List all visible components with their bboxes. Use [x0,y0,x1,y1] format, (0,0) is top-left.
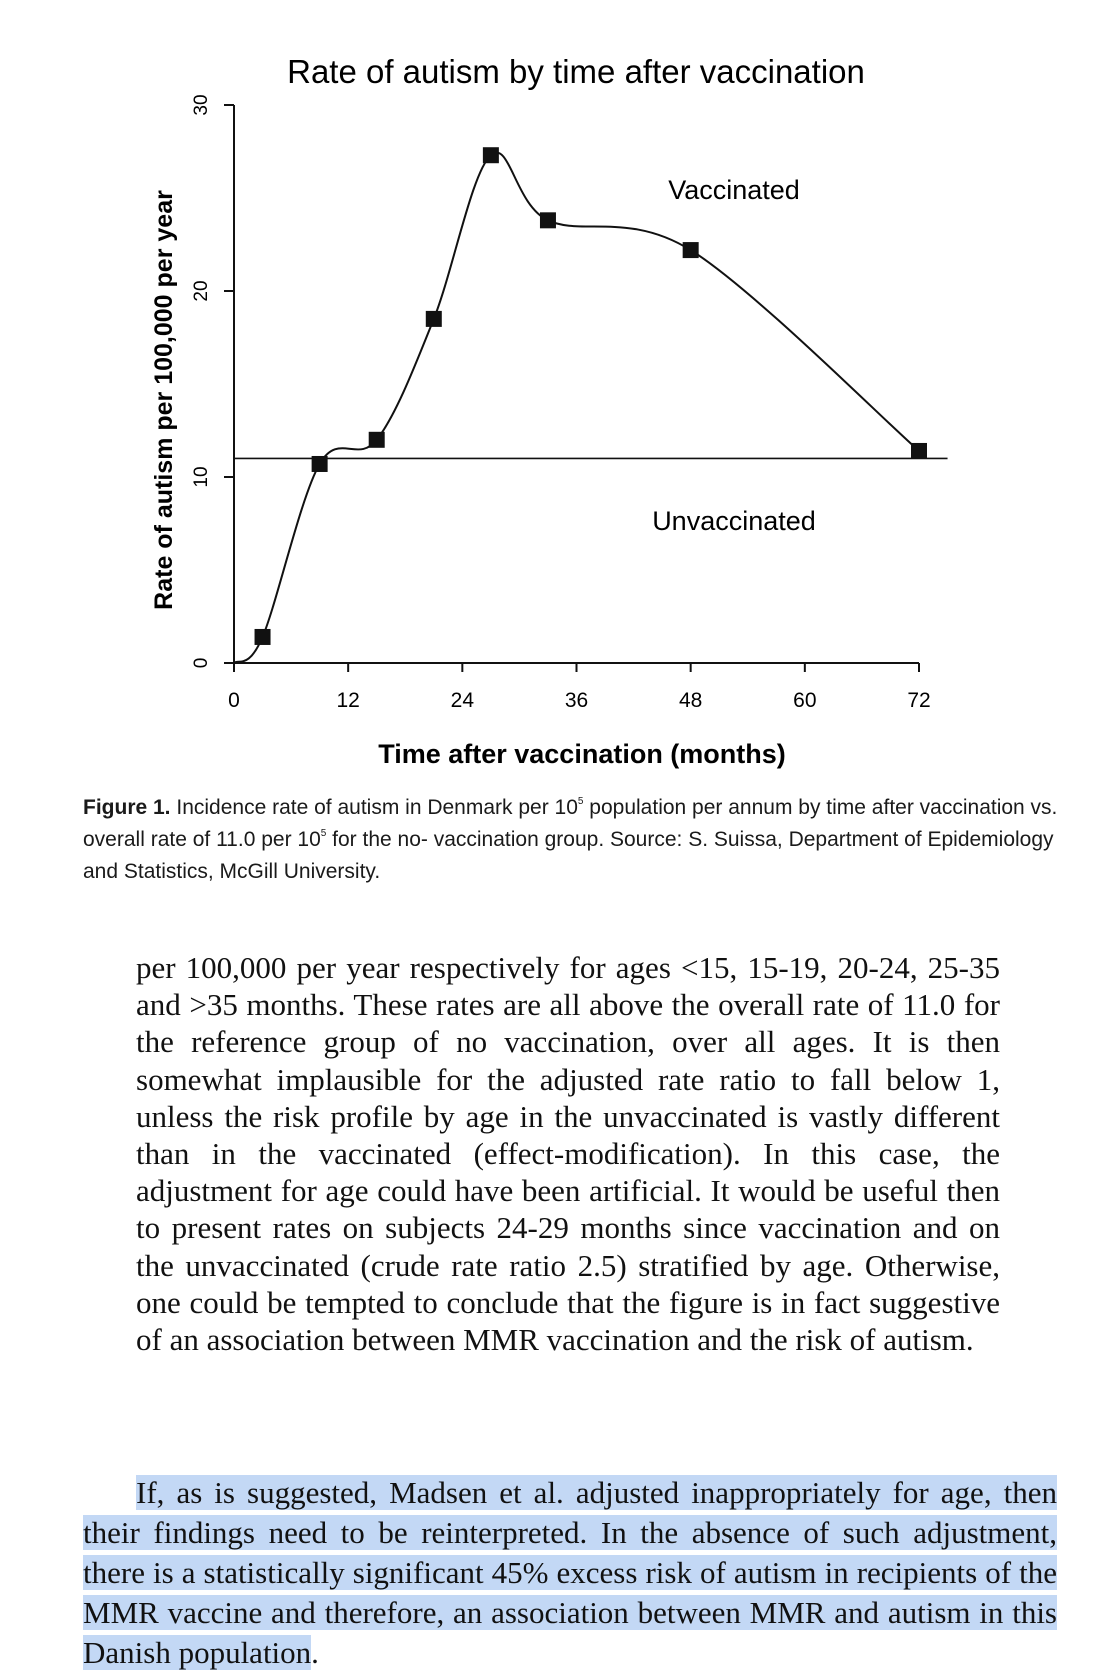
caption-label: Figure 1. [83,796,171,819]
paragraph-2-end: . [311,1635,319,1670]
x-tick-label: 36 [564,689,589,712]
chart-axes [234,105,919,663]
x-tick-label: 24 [450,689,475,712]
x-tick-label: 12 [336,689,360,712]
y-axis-label: Rate of autism per 100,000 per year [150,190,178,610]
y-tick-label: 20 [191,280,212,302]
series-line-vaccinated [234,153,919,663]
body-paragraph-1: per 100,000 per year respectively for ages <15, 15-19, 20-24, 25-35 and >35 months. These rates are all above the overall rate of 11.0 for the reference group of no vaccination, over all ages. It is then somewhat implausible for the adjusted rate ratio to fall below 1, unless the risk profile by age in the unvaccinated is vastly different than in the vaccinated (effect-modification). In this case, the adjustment for age could have been artificial. It would be useful then to present rates on subjects 24-29 months since vaccination and on the unvaccinated (crude rate ratio 2.5) stratified by age. Otherwise, one could be tempted to conclude that the figure is in fact suggestive of an association between MMR vaccination and the risk of autism. [136,950,1000,1358]
x-tick-label: 72 [907,689,931,712]
data-point-vaccinated [369,432,385,448]
figure-chart [0,0,1118,770]
data-point-vaccinated [483,147,499,163]
x-tick-label: 60 [793,689,817,712]
x-tick-label: 0 [228,689,240,712]
annotation-vaccinated: Vaccinated [668,175,800,205]
selected-text-highlight[interactable]: If, as is suggested, Madsen et al. adjusted inappropriately for age, then their findings need to be reinterpreted. In the absence of such adjustment, there is a statistically significant 45% excess risk of autism in recipients of the MMR vaccine and therefore, an association between MMR and autism in this Danish population [83,1475,1057,1670]
y-tick-label: 0 [191,657,212,669]
caption-text-b: population per annum by time after vaccination vs. overall rate of 11.0 per 10 [83,796,1058,851]
annotation-unvaccinated: Unvaccinated [652,506,816,536]
caption-sup-1: 5 [577,796,584,807]
chart-series [234,147,948,663]
chart-ticks [191,94,931,712]
body-paragraph-2 [83,1473,1057,1673]
y-tick-label: 10 [191,466,212,488]
caption-text-a: Incidence rate of autism in Denmark per 10 [170,796,578,819]
data-point-vaccinated [683,242,699,258]
data-point-vaccinated [911,443,927,459]
data-point-vaccinated [426,311,442,327]
caption-sup-2: 5 [320,828,327,839]
figure-caption [83,792,1083,888]
data-point-vaccinated [540,212,556,228]
chart-title: Rate of autism by time after vaccination [287,53,865,90]
data-point-vaccinated [255,629,271,645]
x-tick-label: 48 [678,689,703,712]
caption-text-c: for the no- vaccination group. Source: S. Suissa, Department of Epidemiology and Statistics, McGill University. [83,828,1054,883]
y-tick-label: 30 [191,94,212,116]
x-axis-label: Time after vaccination (months) [378,739,786,769]
data-point-vaccinated [312,456,328,472]
